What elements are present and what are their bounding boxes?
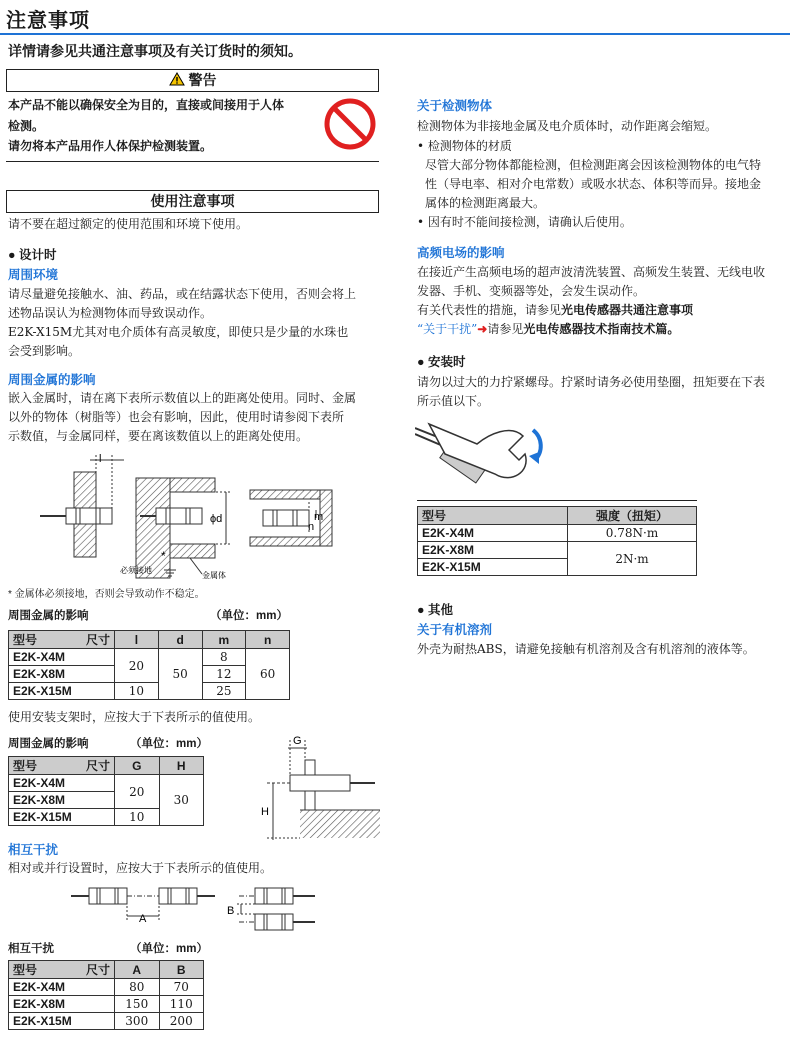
table2-col-h: H bbox=[159, 757, 204, 775]
lead-text: 详情请参见共通注意事项及有关订货时的须知。 bbox=[8, 43, 302, 59]
table1-col-l: l bbox=[115, 631, 159, 649]
confirm-bullet: • 因有时不能间接检测，请确认后使用。 bbox=[417, 215, 632, 229]
table1-cell: 20 bbox=[115, 649, 159, 683]
table3-col-a: A bbox=[115, 961, 160, 979]
label-l: l bbox=[99, 453, 102, 465]
wrench-icon bbox=[415, 414, 555, 494]
table1-col-m: m bbox=[202, 631, 246, 649]
object-p1: 检测物体为非接地金属及电介质体时，动作距离会缩短。 bbox=[417, 119, 718, 133]
env-title: 周围环境 bbox=[8, 268, 59, 282]
label-d: ϕd bbox=[210, 513, 223, 525]
table1-model: E2K-X4M bbox=[9, 649, 115, 666]
prohibition-icon bbox=[322, 96, 378, 156]
table2-title: 周围金属的影响 bbox=[8, 738, 89, 750]
metal-p2: 以外的物体（树脂等）也会有影响，因此，使用时请参阅下表所 bbox=[8, 410, 345, 424]
install-title: ● 安装时 bbox=[417, 355, 466, 369]
table1-cell: 25 bbox=[202, 683, 246, 700]
usage-header: 使用注意事项 bbox=[6, 190, 379, 213]
warning-header-text: 警告 bbox=[188, 72, 217, 88]
table2-h-model: 型号 bbox=[13, 759, 38, 773]
solvent-title: 关于有机溶剂 bbox=[417, 623, 493, 637]
table4-cell: 0.78N·m bbox=[568, 525, 697, 542]
install-p1: 请勿以过大的力拧紧螺母。拧紧时请务必使用垫圈，扭矩要在下表 bbox=[417, 375, 766, 389]
table1-model: E2K-X15M bbox=[9, 683, 115, 700]
bracket-diagram bbox=[255, 730, 385, 840]
warning-line-1: 本产品不能以确保安全为目的，直接或间接用于人体 bbox=[8, 98, 285, 112]
design-title: ● 设计时 bbox=[8, 248, 57, 262]
table3-cell: 200 bbox=[159, 1013, 204, 1030]
table3-cell: 80 bbox=[115, 979, 160, 996]
other-title: ● 其他 bbox=[417, 603, 454, 617]
table1-cell: 60 bbox=[246, 649, 290, 700]
mutual-title: 相互干扰 bbox=[8, 843, 59, 857]
page-title: 注意事项 bbox=[6, 10, 90, 32]
env-p4: 会受到影响。 bbox=[8, 344, 81, 358]
arrow-right-icon: ➜ bbox=[477, 322, 488, 336]
table4 bbox=[417, 506, 697, 576]
table4-cell: 2N·m bbox=[568, 542, 697, 576]
table2-model: E2K-X15M bbox=[9, 809, 115, 826]
label-star: * bbox=[161, 549, 166, 563]
material-p1: 尽管大部分物体都能检测，但检测距离会因该检测物体的电气特 bbox=[425, 158, 762, 172]
warning-line-2: 检测。 bbox=[8, 119, 45, 133]
env-p3: E2K-X15M尤其对电介质体有高灵敏度，即使只是少量的水珠也 bbox=[8, 325, 349, 339]
table4-model: E2K-X8M bbox=[418, 542, 568, 559]
table3-col-b: B bbox=[159, 961, 204, 979]
table1 bbox=[8, 630, 290, 700]
table1-col-d: d bbox=[158, 631, 202, 649]
hf-p4: “关于干扰”➜请参见光电传感器技术指南技术篇。 bbox=[417, 322, 680, 336]
metal-p3: 示数值，与金属同样，要在离该数值以上的距离处使用。 bbox=[8, 429, 309, 443]
material-p3: 属体的检测距离最大。 bbox=[425, 196, 546, 210]
mutual-diagram bbox=[65, 880, 325, 938]
label-a: A bbox=[139, 913, 147, 925]
install-p2: 所示值以下。 bbox=[417, 394, 490, 408]
table3-cell: 300 bbox=[115, 1013, 160, 1030]
table1-title: 周围金属的影响 bbox=[8, 610, 89, 622]
hf-p1: 在接近产生高频电场的超声波清洗装置、高频发生装置、无线电收 bbox=[417, 265, 766, 279]
table3-h-size: 尺寸 bbox=[85, 963, 110, 977]
label-m: m bbox=[314, 511, 324, 523]
warning-divider bbox=[6, 161, 379, 162]
hf-interference-link[interactable]: “关于干扰” bbox=[417, 322, 478, 336]
object-title: 关于检测物体 bbox=[417, 99, 493, 113]
table3 bbox=[8, 960, 204, 1030]
env-p2: 述物品误认为检测物体而导致误动作。 bbox=[8, 306, 213, 320]
table4-model: E2K-X4M bbox=[418, 525, 568, 542]
table3-cell: 110 bbox=[159, 996, 204, 1013]
table2-model: E2K-X4M bbox=[9, 775, 115, 792]
table2-cell: 20 bbox=[115, 775, 160, 809]
material-bullet: • 检测物体的材质 bbox=[417, 139, 512, 153]
metal-p1: 嵌入金属时，请在离下表所示数值以上的距离处使用。同时、金属 bbox=[8, 391, 357, 405]
table1-cell: 50 bbox=[158, 649, 202, 700]
label-b: B bbox=[227, 905, 235, 917]
table1-h-size: 尺寸 bbox=[85, 633, 110, 647]
table2-h-size: 尺寸 bbox=[85, 759, 110, 773]
table1-cell: 8 bbox=[202, 649, 246, 666]
table3-cell: 70 bbox=[159, 979, 204, 996]
table3-model: E2K-X15M bbox=[9, 1013, 115, 1030]
hf-guide-link[interactable]: 光电传感器技术指南技术篇。 bbox=[523, 322, 680, 336]
table4-h-torque: 强度（扭矩） bbox=[568, 507, 697, 525]
table4-h-model: 型号 bbox=[418, 507, 568, 525]
table2-col-g: G bbox=[115, 757, 160, 775]
title-rule bbox=[0, 33, 790, 35]
table1-col-n: n bbox=[246, 631, 290, 649]
table3-cell: 150 bbox=[115, 996, 160, 1013]
table1-model: E2K-X8M bbox=[9, 666, 115, 683]
label-metal: 金属体 bbox=[202, 571, 226, 580]
metal-note: * 金属体必须接地，否则会导致动作不稳定。 bbox=[8, 589, 205, 600]
label-h: H bbox=[261, 806, 269, 818]
table3-model: E2K-X8M bbox=[9, 996, 115, 1013]
label-g: G bbox=[293, 735, 302, 747]
table1-cell: 10 bbox=[115, 683, 159, 700]
table2-cell: 10 bbox=[115, 809, 160, 826]
table1-unit: （单位：mm） bbox=[210, 610, 288, 622]
metal-diagrams bbox=[40, 450, 360, 585]
warning-line-3: 请勿将本产品用作人体保护检测装置。 bbox=[8, 139, 213, 153]
table2-unit: （单位：mm） bbox=[130, 738, 208, 750]
table1-cell: 12 bbox=[202, 666, 246, 683]
env-p1: 请尽量避免接触水、油、药品，或在结露状态下使用，否则会将上 bbox=[8, 287, 357, 301]
label-n: n bbox=[308, 521, 315, 533]
hf-ref-link[interactable]: 光电传感器共通注意事项 bbox=[561, 303, 694, 317]
table3-title: 相互干扰 bbox=[8, 943, 54, 955]
warning-header bbox=[6, 69, 379, 92]
hf-p3: 有关代表性的措施，请参见光电传感器共通注意事项 bbox=[417, 303, 694, 317]
table2-model: E2K-X8M bbox=[9, 792, 115, 809]
install-divider bbox=[417, 500, 697, 501]
table4-model: E2K-X15M bbox=[418, 559, 568, 576]
table2-cell: 30 bbox=[159, 775, 204, 826]
warning-triangle-icon bbox=[169, 71, 185, 91]
table3-model: E2K-X4M bbox=[9, 979, 115, 996]
bracket-note: 使用安装支架时，应按大于下表所示的值使用。 bbox=[8, 710, 261, 724]
label-ground: 必须接地 bbox=[120, 566, 152, 575]
table2 bbox=[8, 756, 204, 826]
table1-h-model: 型号 bbox=[13, 633, 38, 647]
material-p2: 性（导电率、相对介电常数）或吸水状态、体积等而异。接地金 bbox=[425, 177, 762, 191]
hf-title: 高频电场的影响 bbox=[417, 246, 505, 260]
mutual-text: 相对或并行设置时，应按大于下表所示的值使用。 bbox=[8, 861, 273, 875]
solvent-p1: 外壳为耐热ABS，请避免接触有机溶剂及含有机溶剂的液体等。 bbox=[417, 642, 755, 656]
table3-h-model: 型号 bbox=[13, 963, 38, 977]
usage-intro: 请不要在超过额定的使用范围和环境下使用。 bbox=[8, 217, 249, 231]
table3-unit: （单位：mm） bbox=[130, 943, 208, 955]
hf-p2: 发器、手机、变频器等处，会发生误动作。 bbox=[417, 284, 646, 298]
metal-title: 周围金属的影响 bbox=[8, 373, 96, 387]
